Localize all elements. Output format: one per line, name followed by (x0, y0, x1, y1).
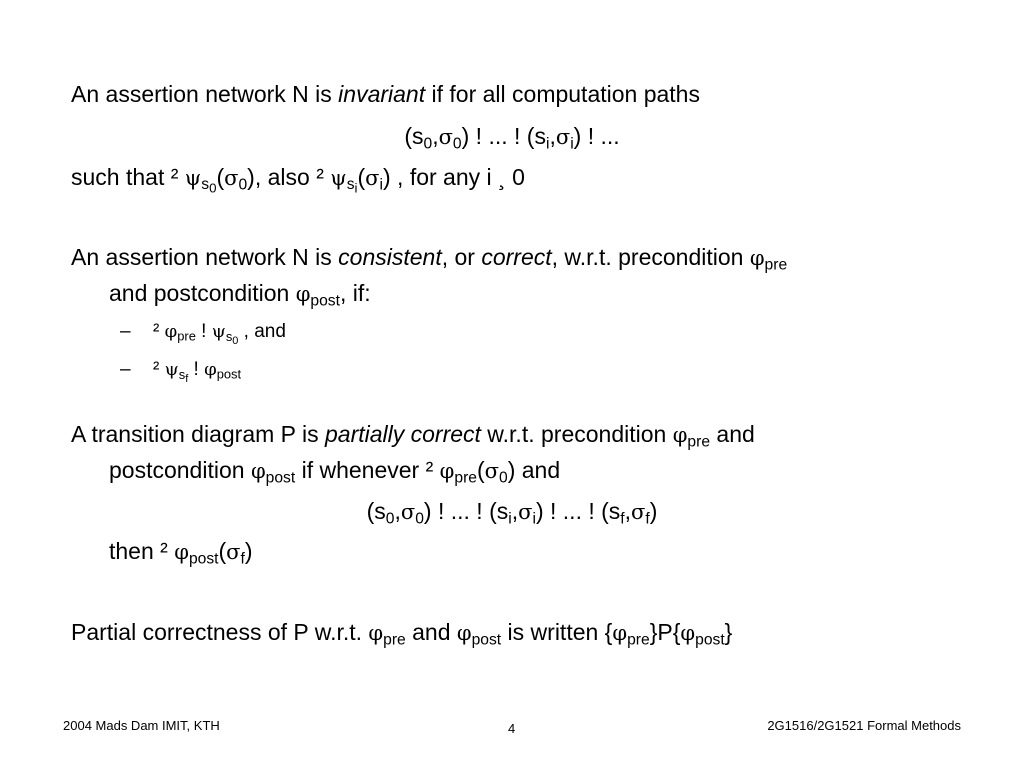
page-number: 4 (508, 721, 516, 736)
footer-course: 2G1516/2G1521 Formal Methods (767, 718, 961, 733)
bullet-pre-implies-init: ² $\varphi_{pre}$ ! $\psi_{s_0}$ , and (153, 321, 286, 347)
such-that-line: such that ² $\psi_{s_0}(\sigma_0)$, also ² $\psi_{s_i}(\sigma_i)$ , for any i ¸ 0 (71, 164, 525, 197)
term-correct: correct (481, 244, 552, 270)
partial-correctness-definition-line: A transition diagram P is partially correct w.r.t. precondition $\varphi_{pre}$ and (71, 421, 755, 451)
term-consistent: consistent (338, 244, 442, 270)
hoare-triple-notation-line: Partial correctness of P w.r.t. $\varphi_{pre}$ and $\varphi_{post}$ is written $\{\varphi_{pre}\}P\{\varphi_{post}\}$ (71, 619, 733, 649)
term-invariant: invariant (338, 81, 426, 107)
then-line: then ² $\varphi_{post}(\sigma_f)$ (109, 538, 253, 568)
consistent-definition-line: An assertion network N is consistent, or correct, w.r.t. precondition $\varphi_{pre}$ (71, 244, 788, 274)
postcondition-line: and postcondition $\varphi_{post}$, if: (109, 280, 371, 310)
computation-path-formula: $(s_0,\sigma_0)$ ! ... ! $(s_i,\sigma_i)$ ! ... (404, 123, 620, 153)
invariant-definition-line: An assertion network N is invariant if for all computation paths (71, 81, 700, 107)
bullet-dash-2: – (120, 359, 131, 380)
bullet-final-implies-post: ² $\psi_{s_f}$ ! $\varphi_{post}$ (153, 359, 242, 385)
footer-author: 2004 Mads Dam IMIT, KTH (63, 718, 220, 733)
bullet-dash-1: – (120, 321, 131, 342)
term-partially-correct: partially correct (324, 421, 481, 447)
full-path-formula: $(s_0,\sigma_0)$ ! ... ! $(s_i,\sigma_i)$ ! ... ! $(s_f,\sigma_f)$ (366, 498, 658, 528)
whenever-line: postcondition $\varphi_{post}$ if whenever ² $\varphi_{pre}(\sigma_0)$ and (109, 457, 561, 487)
